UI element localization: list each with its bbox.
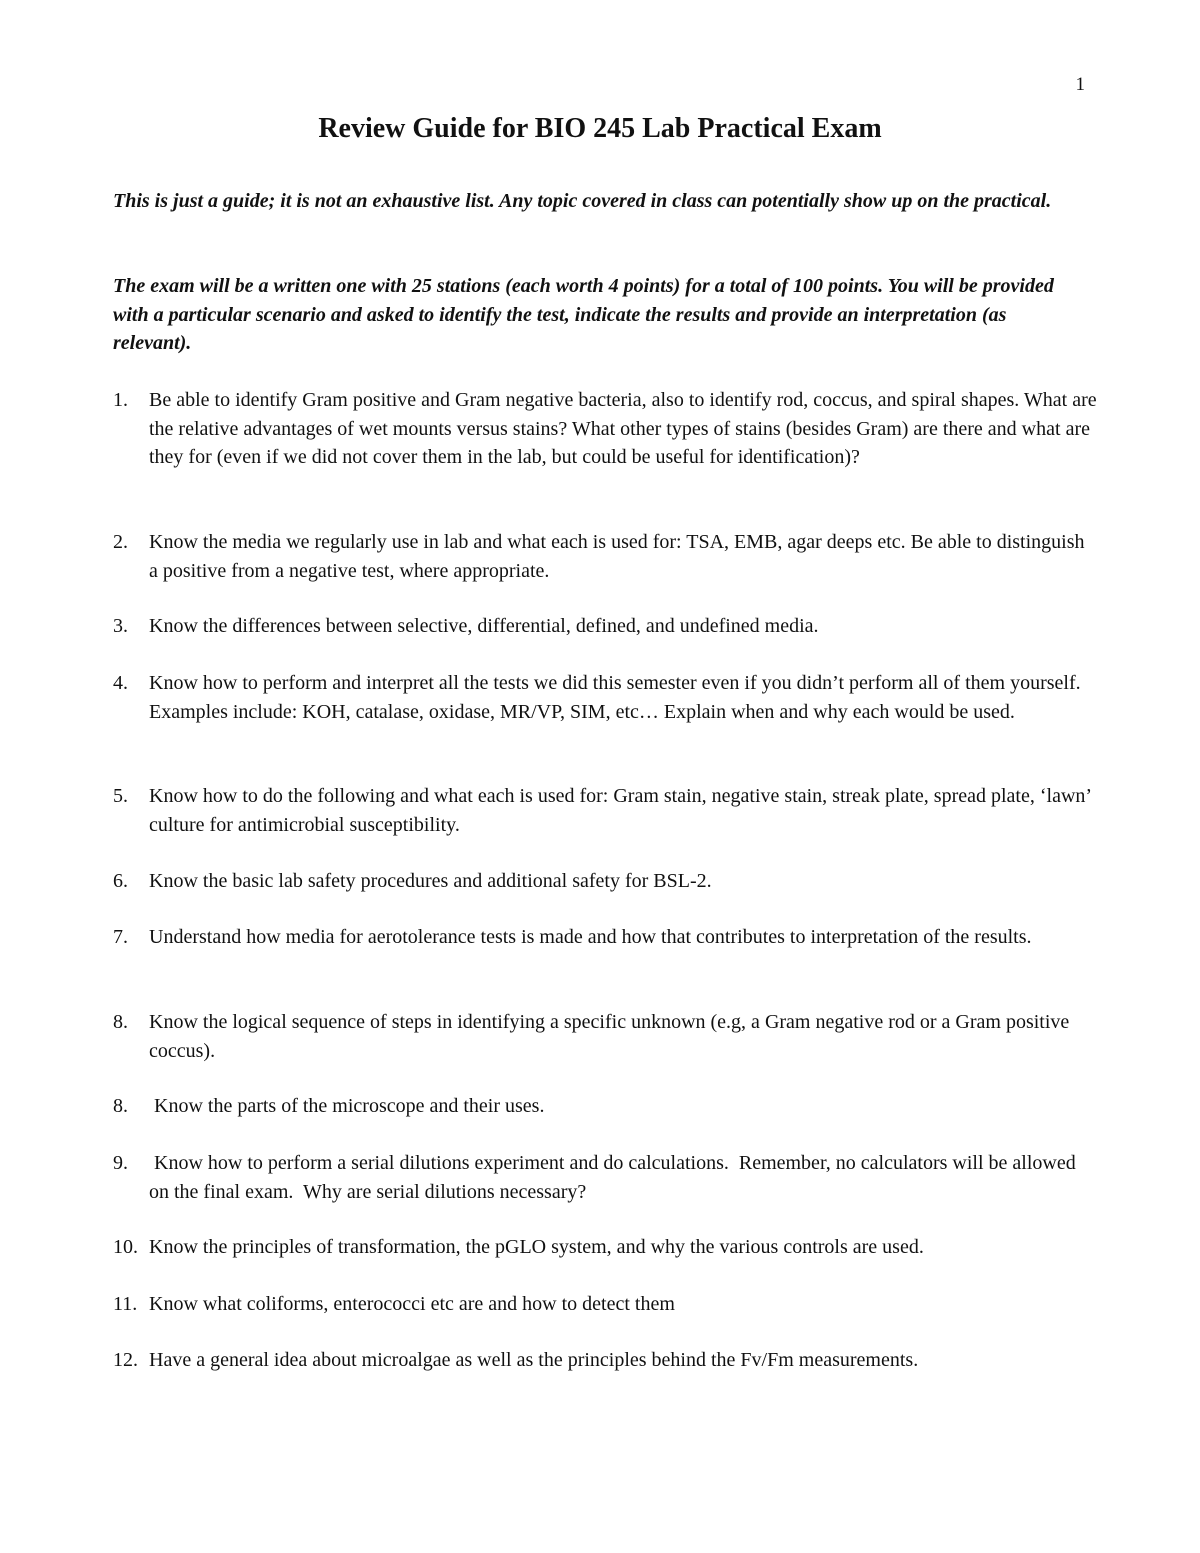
list-item-text: Know the principles of transformation, the pGLO system, and why the various controls are used.	[149, 1236, 924, 1258]
list-item	[113, 782, 1098, 839]
list-item-number: 8.	[113, 1011, 128, 1033]
list-item	[113, 867, 1098, 896]
list-item-number: 3.	[113, 615, 128, 637]
list-item-number: 7.	[113, 926, 128, 948]
list-item-number: 9.	[113, 1152, 128, 1174]
list-item-text: Know what coliforms, enterococci etc are and how to detect them	[149, 1293, 675, 1315]
list-item	[113, 1149, 1098, 1206]
intro-paragraph: This is just a guide; it is not an exhaustive list. Any topic covered in class can potentially show up on the practical.	[113, 190, 1052, 212]
list-item-text: Know the differences between selective, differential, defined, and undefined media.	[149, 615, 819, 637]
list-item	[113, 1008, 1098, 1065]
list-item	[113, 1092, 1098, 1121]
list-item	[113, 1233, 1098, 1262]
list-item-number: 5.	[113, 785, 128, 807]
list-item-number: 4.	[113, 672, 128, 694]
list-item	[113, 669, 1098, 726]
list-item-text: Know the logical sequence of steps in identifying a specific unknown (e.g, a Gram negative rod or a Gram positive coccus).	[149, 1011, 1070, 1062]
list-item-text: Know how to perform and interpret all the tests we did this semester even if you didn’t perform all of them yourself. Examples include: KOH, catalase, oxidase, MR/VP, SIM, etc… Explain when and why each would be used.	[149, 672, 1081, 723]
list-item-number: 10.	[113, 1236, 138, 1258]
intro-paragraph: The exam will be a written one with 25 stations (each worth 4 points) for a total of 100 points. You will be provided with a particular scenario and asked to identify the test, indicate the results and provide an interpretation (as relevant).	[113, 275, 1054, 354]
page-title: Review Guide for BIO 245 Lab Practical Exam	[318, 113, 882, 144]
list-item-text: Know the basic lab safety procedures and additional safety for BSL-2.	[149, 870, 712, 892]
list-item-number: 2.	[113, 531, 128, 553]
list-item	[113, 386, 1098, 472]
list-item-text: Know the parts of the microscope and their uses.	[149, 1095, 545, 1117]
list-item-number: 8.	[113, 1095, 128, 1117]
list-item-text: Have a general idea about microalgae as well as the principles behind the Fv/Fm measurements.	[149, 1349, 919, 1371]
page-number: 1	[1075, 74, 1085, 95]
list-item-number: 1.	[113, 389, 128, 411]
list-item-number: 6.	[113, 870, 128, 892]
list-item	[113, 923, 1098, 952]
list-item	[113, 1290, 1098, 1319]
list-item-text: Know the media we regularly use in lab and what each is used for: TSA, EMB, agar deeps etc. Be able to distinguish a positive from a negative test, where appropriate.	[149, 531, 1085, 582]
list-item-text: Understand how media for aerotolerance tests is made and how that contributes to interpretation of the results.	[149, 926, 1032, 948]
list-item-text: Be able to identify Gram positive and Gram negative bacteria, also to identify rod, coccus, and spiral shapes. What are the relative advantages of wet mounts versus stains? What other types of stains (besides Gram) are there and what are they for (even if we did not cover them in the lab, but could be useful for identification)?	[149, 389, 1097, 468]
list-item	[113, 612, 1098, 641]
list-item	[113, 1346, 1098, 1375]
list-item-number: 11.	[113, 1293, 138, 1315]
list-item-number: 12.	[113, 1349, 138, 1371]
list-item-text: Know how to do the following and what each is used for: Gram stain, negative stain, streak plate, spread plate, ‘lawn’ culture for antimicrobial susceptibility.	[149, 785, 1091, 836]
list-item	[113, 528, 1098, 585]
list-item-text: Know how to perform a serial dilutions experiment and do calculations. Remember, no calculators will be allowed on the final exam. Why are serial dilutions necessary?	[149, 1152, 1081, 1203]
